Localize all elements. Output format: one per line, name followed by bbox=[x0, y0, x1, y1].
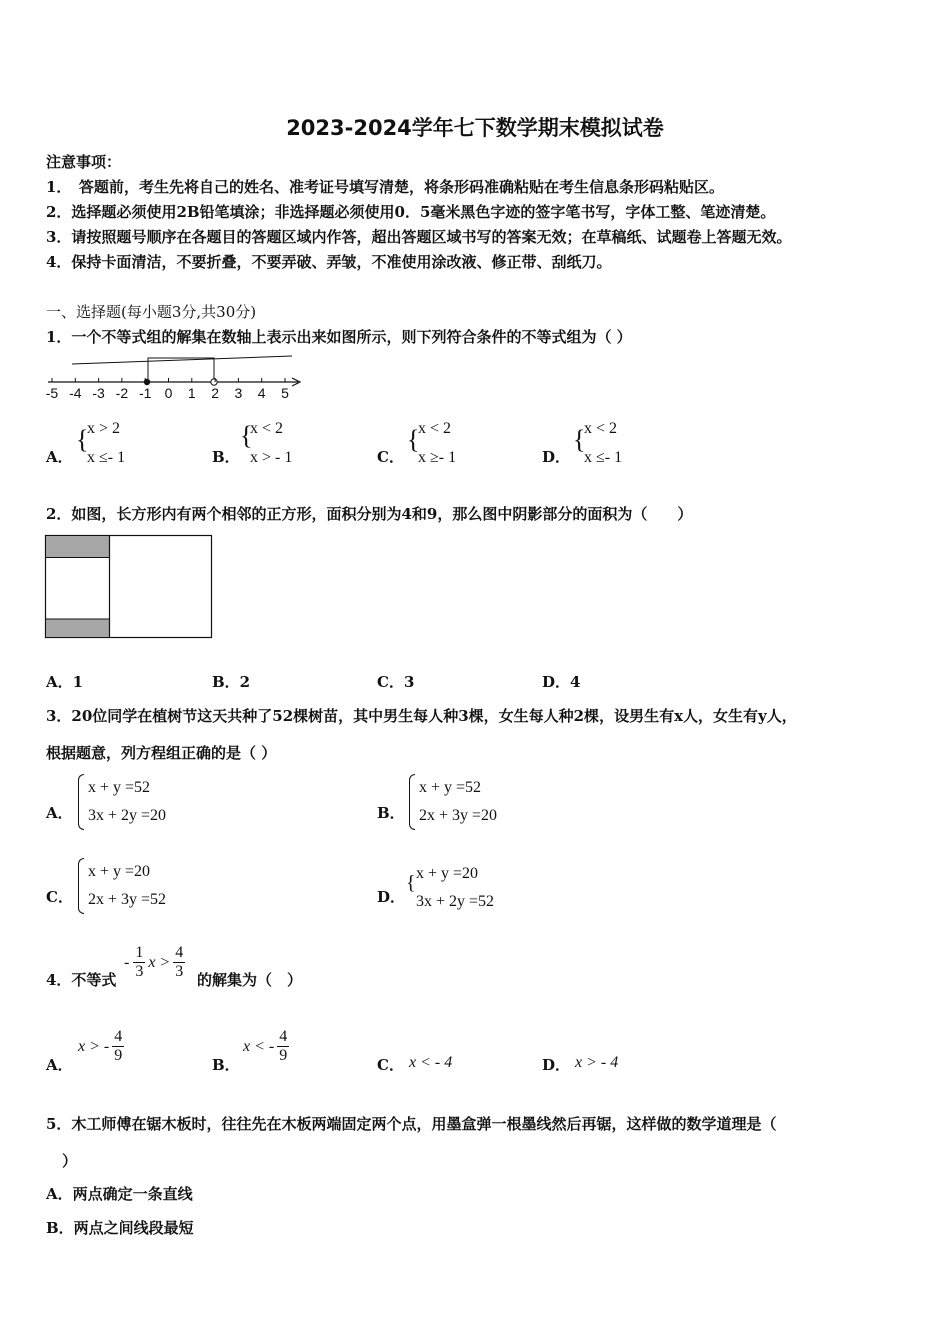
q4-option-c-expr: x < - 4 bbox=[409, 1054, 453, 1071]
number-line-tick-label: -5 bbox=[45, 385, 59, 401]
q1-option-a-line1: x > 2 bbox=[87, 420, 121, 437]
q1-option-d-label: D． bbox=[542, 448, 571, 466]
q2-option-d: D．4 bbox=[542, 673, 581, 691]
notice-item: 4．保持卡面清洁，不要折叠，不要弄破、弄皱，不准使用涂改液、修正带、刮纸刀。 bbox=[46, 253, 612, 271]
equation-line: x + y =52 bbox=[419, 779, 482, 796]
q3-option-b-system bbox=[409, 774, 497, 830]
q1-option-c-label: C． bbox=[377, 448, 404, 466]
question-4-prefix: 4．不等式 bbox=[46, 971, 117, 989]
numerator: 1 bbox=[135, 944, 144, 961]
numerator: 4 bbox=[279, 1028, 288, 1045]
minus-sign: - bbox=[124, 953, 130, 971]
notice-item: 1． 答题前，考生先将自己的姓名、准考证号填写清楚，将条形码准确粘贴在考生信息条形码粘贴区。 bbox=[46, 178, 724, 196]
number-line-tick-label: 1 bbox=[187, 385, 196, 401]
number-line-tick-label: 0 bbox=[164, 385, 173, 401]
number-line-tick-label: -3 bbox=[92, 385, 105, 401]
notice-item: 2．选择题必须使用2B铅笔填涂；非选择题必须使用0．5毫米黑色字迹的签字笔书写，字体工整、笔迹清楚。 bbox=[46, 203, 776, 221]
notice-heading: 注意事项： bbox=[46, 153, 122, 171]
question-3-stem-line2: 根据题意，列方程组正确的是（ ） bbox=[46, 744, 277, 762]
q4-option-b-expr bbox=[243, 1028, 289, 1065]
q3-option-a-label: A． bbox=[46, 804, 73, 822]
question-4-inequality bbox=[124, 944, 185, 981]
rectangle-figure bbox=[44, 534, 214, 640]
fraction bbox=[173, 944, 185, 981]
brace-icon: { bbox=[406, 872, 416, 894]
q3-option-c-label: C． bbox=[46, 888, 73, 906]
question-4-suffix: 的解集为（ ） bbox=[197, 971, 303, 989]
numerator: 4 bbox=[114, 1028, 123, 1045]
q4-option-c-label: C． bbox=[377, 1056, 404, 1074]
number-line-tick-label: 2 bbox=[211, 385, 219, 401]
number-line-tick-label: 3 bbox=[234, 385, 243, 401]
number-line-tick-label: -4 bbox=[69, 385, 82, 401]
q4-option-b-label: B． bbox=[212, 1056, 240, 1074]
numerator: 4 bbox=[175, 944, 184, 961]
question-2-stem: 2．如图，长方形内有两个相邻的正方形，面积分别为4和9，那么图中阴影部分的面积为（ ） bbox=[46, 505, 693, 523]
q4-option-a-label: A． bbox=[46, 1056, 73, 1074]
brace-icon: { bbox=[407, 425, 420, 454]
equation-line: 2x + 3y =20 bbox=[419, 807, 498, 824]
fraction bbox=[112, 1028, 124, 1065]
question-1-stem: 1．一个不等式组的解集在数轴上表示出来如图所示，则下列符合条件的不等式组为（ ） bbox=[46, 328, 632, 346]
number-line-tick-label: 5 bbox=[281, 385, 289, 401]
fraction bbox=[133, 944, 145, 981]
q1-option-d-line2: x ≤- 1 bbox=[584, 449, 623, 466]
q1-option-c-line2: x ≥- 1 bbox=[418, 449, 457, 466]
q5-option-b: B．两点之间线段最短 bbox=[46, 1219, 194, 1237]
q3-option-a-system bbox=[78, 774, 166, 830]
equation-line: 3x + 2y =20 bbox=[88, 807, 167, 824]
inequality-mid: x > bbox=[148, 953, 171, 971]
q1-option-b-line1: x < 2 bbox=[250, 420, 284, 437]
q3-option-d-label: D． bbox=[377, 888, 406, 906]
q3-option-b-label: B． bbox=[377, 804, 405, 822]
q1-option-b-label: B． bbox=[212, 448, 240, 466]
notice-item: 3．请按照题号顺序在各题目的答题区域内作答，超出答题区域书写的答案无效；在草稿纸、试题卷上答题无效。 bbox=[46, 228, 792, 246]
denominator: 3 bbox=[175, 963, 184, 980]
equation-line: x + y =20 bbox=[88, 863, 151, 880]
equation-line: 2x + 3y =52 bbox=[88, 891, 167, 908]
page-title: 2023-2024学年七下数学期末模拟试卷 bbox=[286, 116, 664, 140]
expr-text: x < - bbox=[243, 1037, 275, 1055]
q2-option-c: C．3 bbox=[377, 673, 415, 691]
q4-option-a-expr bbox=[78, 1028, 124, 1065]
equation-line: x + y =20 bbox=[416, 865, 479, 882]
q1-option-b-line2: x > - 1 bbox=[250, 449, 293, 466]
q4-option-d-label: D． bbox=[542, 1056, 571, 1074]
denominator: 9 bbox=[114, 1047, 123, 1064]
question-3-stem-line1: 3．20位同学在植树节这天共种了52棵树苗，其中男生每人种3棵，女生每人种2棵，设男生有x人，女生有y人， bbox=[46, 707, 797, 725]
question-5-stem-line2: ） bbox=[62, 1152, 78, 1170]
brace-icon: { bbox=[573, 425, 586, 454]
brace-icon: { bbox=[76, 425, 89, 454]
denominator: 9 bbox=[279, 1047, 288, 1064]
fraction bbox=[277, 1028, 289, 1065]
number-line-tick-label: -2 bbox=[115, 385, 129, 401]
q1-option-a-label: A． bbox=[46, 448, 73, 466]
equation-line: x + y =52 bbox=[88, 779, 151, 796]
shaded-region-bottom bbox=[46, 619, 110, 638]
q1-option-a-line2: x ≤- 1 bbox=[87, 449, 126, 466]
q1-option-d-line1: x < 2 bbox=[584, 420, 618, 437]
number-line-tick-label: -1 bbox=[138, 385, 152, 401]
shaded-region-top bbox=[46, 536, 110, 558]
brace-icon: { bbox=[240, 421, 253, 450]
expr-text: x > - bbox=[78, 1037, 110, 1055]
q2-option-b: B．2 bbox=[212, 673, 251, 691]
q5-option-a: A．两点确定一条直线 bbox=[46, 1185, 193, 1203]
solution-bracket bbox=[148, 358, 214, 382]
number-line-tick-label: 4 bbox=[257, 385, 266, 401]
solution-ray-upper bbox=[72, 356, 292, 364]
q4-option-d-expr: x > - 4 bbox=[575, 1054, 619, 1071]
q2-option-a: A．1 bbox=[46, 673, 84, 691]
equation-line: 3x + 2y =52 bbox=[416, 893, 495, 910]
q3-option-c-system bbox=[78, 858, 166, 914]
denominator: 3 bbox=[135, 963, 144, 980]
q3-option-d-system bbox=[416, 860, 494, 916]
q1-option-c-line1: x < 2 bbox=[418, 420, 452, 437]
question-5-stem-line1: 5．木工师傅在锯木板时，往往先在木板两端固定两个点，用墨盒弹一根墨线然后再锯，这样做的数学道理是（ bbox=[46, 1115, 777, 1133]
section-heading: 一、选择题(每小题3分,共30分) bbox=[46, 303, 257, 321]
